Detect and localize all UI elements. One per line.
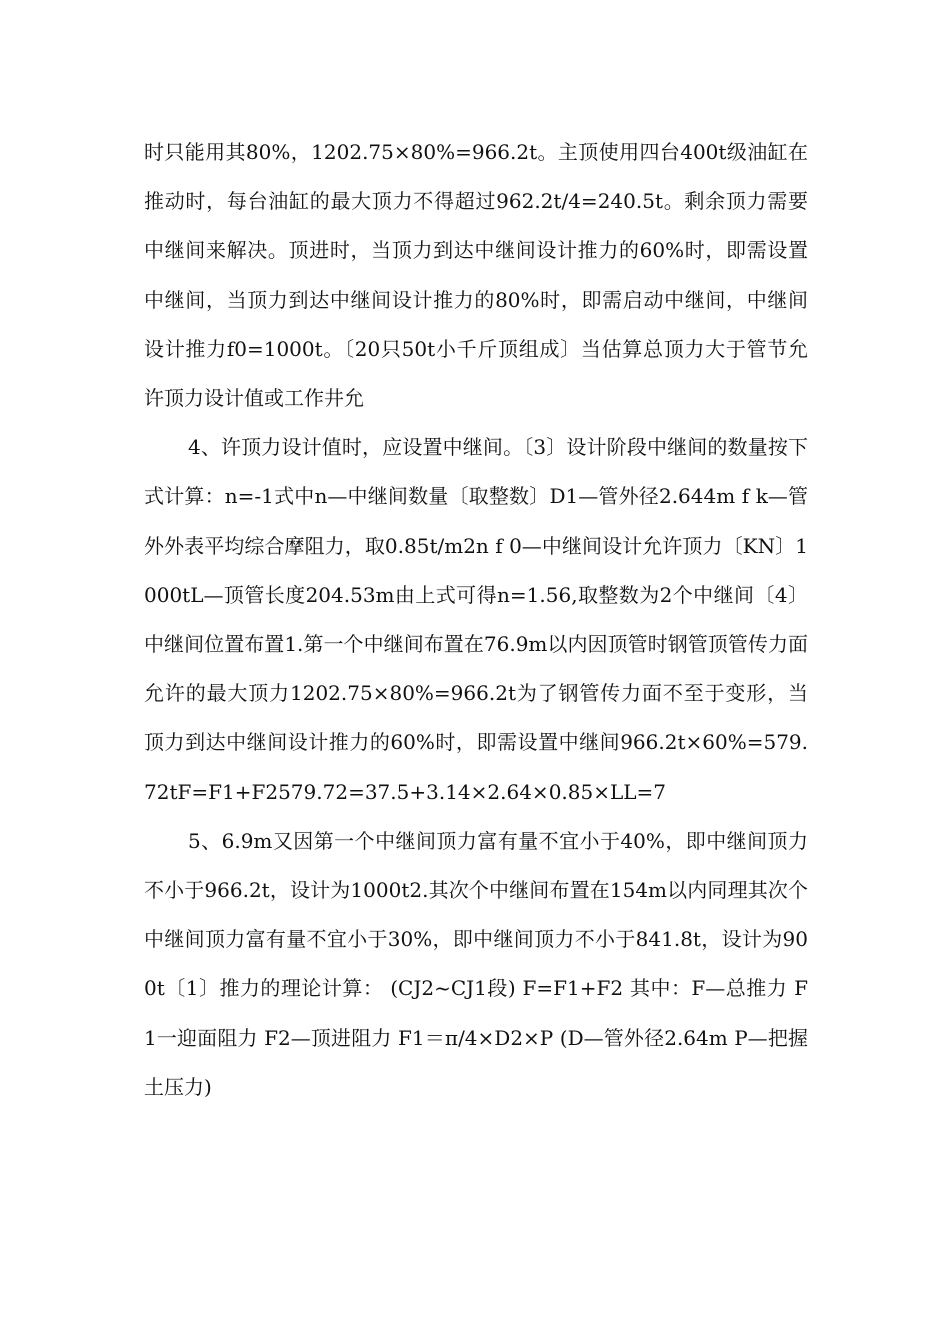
paragraph-item-4: 4、许顶力设计值时，应设置中继间。〔3〕设计阶段中继间的数量按下式计算：n=-1式中n—中继间数量〔取整数〕D1—管外径2.644m f k—管外外表平均综合摩阻力，取0.85t/m2n f 0—中继间设计允许顶力〔KN〕1000tL—顶管长度204.53m由上式可得n=1.56,取整数为2个中继间〔4〕中继间位置布置1.第一个中继间布置在76.9m以内因顶管时钢管顶管传力面允许的最大顶力1202.75×80%=966.2t为了钢管传力面不至于变形，当顶力到达中继间设计推力的60%时，即需设置中继间966.2t×60%=579.72tF=F1+F2579.72=37.5+3.14×2.64×0.85×LL=7: [144, 435, 808, 804]
paragraph-continued: 时只能用其80%，1202.75×80%=966.2t。主顶使用四台400t级油缸在推动时，每台油缸的最大顶力不得超过962.2t/4=240.5t。剩余顶力需要中继间来解决。顶进时，当顶力到达中继间设计推力的60%时，即需设置中继间，当顶力到达中继间设计推力的80%时，即需启动中继间，中继间设计推力f0=1000t。〔20只50t小千斤顶组成〕当估算总顶力大于管节允许顶力设计值或工作井允: [144, 140, 808, 411]
document-body: [144, 128, 808, 1112]
paragraph-item-5: 5、6.9m又因第一个中继间顶力富有量不宜小于40%，即中继间顶力不小于966.2t，设计为1000t2.其次个中继间布置在154m以内同理其次个中继间顶力富有量不宜小于30%，即中继间顶力不小于841.8t，设计为900t〔1〕推力的理论计算： (CJ2~CJ1段) F=F1+F2 其中：F—总推力 F1一迎面阻力 F2—顶进阻力 F1＝π/4×D2×P (D—管外径2.64m P—把握土压力): [144, 828, 808, 1099]
